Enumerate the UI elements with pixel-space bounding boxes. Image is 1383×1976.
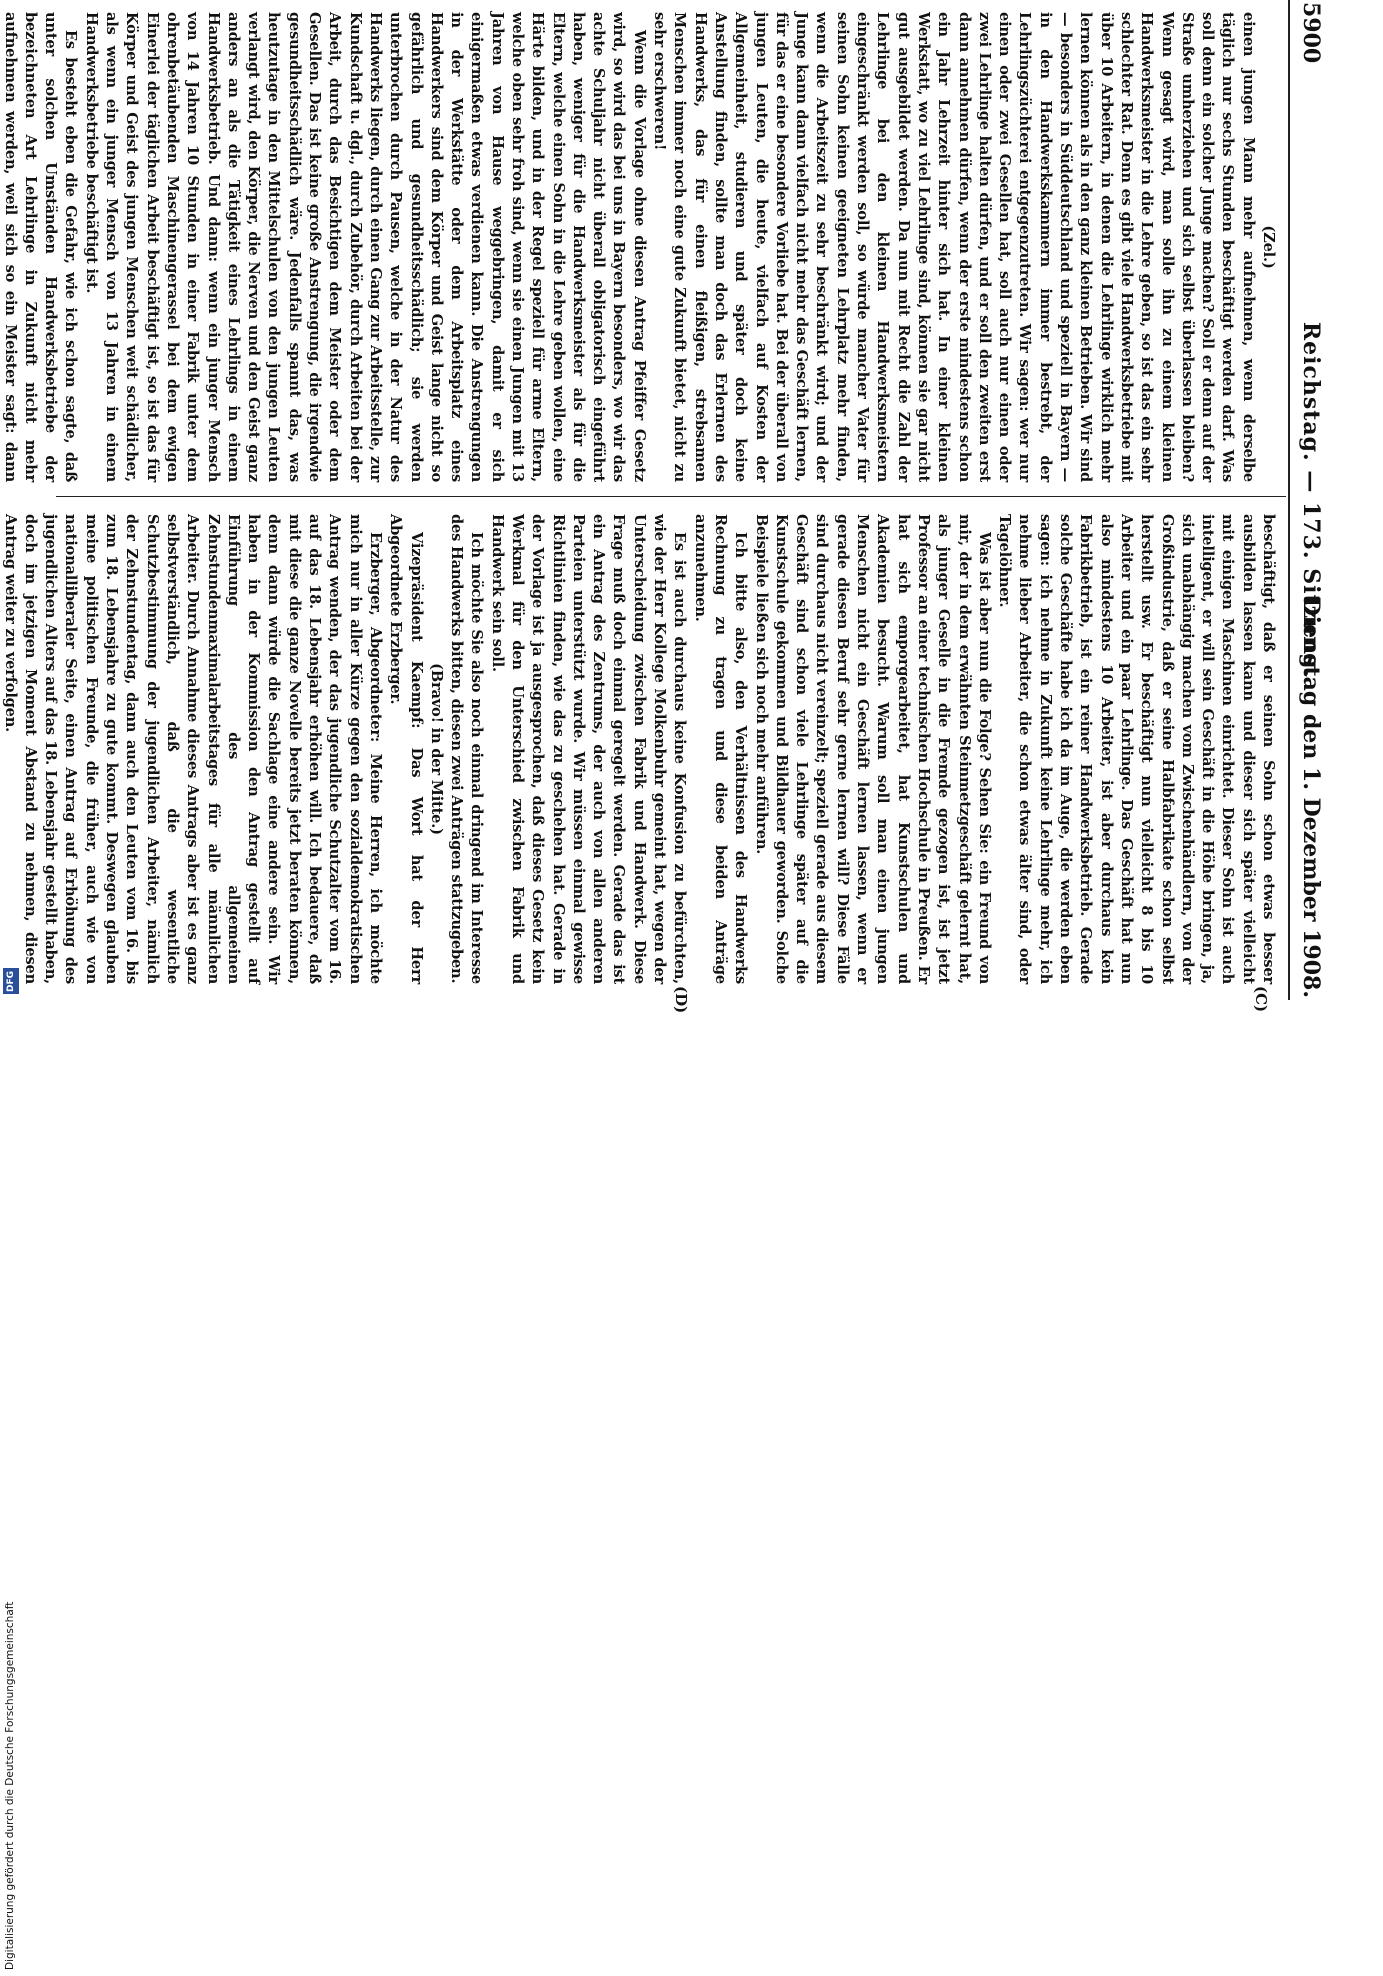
margin-letter-c: (C) [1252, 986, 1270, 1013]
margin-letter-d: (D) [672, 986, 690, 1014]
paragraph: Es besteht eben die Gefahr, wie ich schon sagte, daß unter solchen Umständen Handwerksbetriebe der bezeichneten Art Lehrlinge in Zukunft nicht mehr aufnehmen werden, weil sich so ein Meister sagt: dann [1, 12, 80, 482]
digitization-footer [0, 976, 18, 1976]
paragraph: Es ist auch durchaus keine Konfusion zu befürchten, wie der Herr Kollege Molkenbuhr gemeint hat, wegen der Unterscheidung zwischen Fabrik und Handwerk. Diese Frage muß doch einmal geregelt werden. Gerade das ist ein Antrag des Zentrums, der auch von allen anderen Parteien unterstützt wurde. Wir müssen einmal gewisse Richtlinien finden, wie das zu geschehen hat. Gerade in der Vorlage ist ja ausgesprochen, daß dieses Gesetz kein Werkmal für den Unterschied zwischen Fabrik und Handwerk sein soll. [488, 514, 689, 984]
paragraph: Ich möchte Sie also noch einmal dringend im Interesse des Handwerks bitten, diesen zwei Anträgen stattzugeben. [448, 514, 486, 984]
paragraph: Was ist aber nun die Folge? Sehen Sie: ein Freund von mir, der in dem erwähnten Steinmetzgeschäft gelernt hat, als junger Geselle in die Fremde gezogen ist, ist jetzt Professor an einer technischen Hochschule in Preußen. Er hat sich emporgearbeitet, hat Kunstschulen und Akademien besucht. Warum soll man einen jungen Menschen nicht ein Geschäft lernen lassen, wenn er gerade diesen Beruf sehr gerne lernen will? Diese Fälle sind durchaus nicht vereinzelt; speziell gerade aus diesem Geschäft sind schon viele Lehrlinge später auf die Kunstschule gekommen und Bildhauer geworden. Solche Beispiele ließen sich noch mehr anführen. [752, 514, 993, 984]
continuation-note: (Zel.) [1260, 225, 1277, 269]
digitization-note: Digitalisierung gefördert durch die Deutsche Forschungsgemeinschaft [4, 1601, 16, 1970]
paragraph: beschäftigt, daß er seinen Sohn schon etwas besser ausbilden lassen kann und dieser sich später vielleicht mit einigen Maschinen einrichtet. Dieser Sohn ist auch intelligent, er will sein Geschäft in die Höhe bringen, ja, sich unabhängig machen vom Zwischenhändlern, von der Großindustrie, daß er seine Halbfabrikate schon selbst herstellt usw. Er beschäftigt nun vielleicht 8 bis 10 Arbeiter und ein paar Lehrlinge. Das Geschäft hat nun also mindestens 10 Arbeiter, ist aber durchaus kein Fabrikbetrieb, ist ein reiner Handwerksbetrieb. Gerade solche Geschäfte habe ich da im Auge, die werden eben sagen: ich nehme in Zukunft keine Lehrlinge mehr, ich nehme lieber Arbeiter, die schon etwas älter sind, oder Tagelöhner. [996, 514, 1277, 984]
paragraph: Ich bitte also, den Verhältnissen des Handwerks Rechnung zu tragen und diese beiden Anträge anzunehmen. [691, 514, 750, 984]
applause-note: (Bravo! in der Mitte.) [427, 663, 445, 835]
paragraph: Wenn die Vorlage ohne diesen Antrag Pfeiffer Gesetz wird, so wird das bei uns in Bayern besonders, wo wir das achte Schuljahr nicht überall obligatorisch eingeführt haben, weniger für die Handwerksmeister als für die Eltern, welche einen Sohn in die Lehre geben wollen, eine Härte bilden, und in der Regel speziell für arme Eltern, welche oben sehr froh sind, wenn sie einen Jungen mit 13 Jahren von Hause weggebringen, damit er sich einigermaßen etwas verdienen kann. Die Anstrengungen in der Werkstätte oder dem Arbeitsplatz eines Handwerkers sind dem Körper und Geist lange nicht so gefährlich und gesundheitsschädlich; sie werden unterbrochen durch Pausen, welche in der Natur des Handwerks liegen, durch einen Gang zur Arbeitsstelle, zur Kundschaft u. dgl., durch Zubehör, durch Arbeiten bei der Arbeit, durch das Besichtigen dem Meister oder dem Gesellen. Das ist keine große Anstrengung, die irgendwie gesundheitsschädlich wäre. Jedenfalls spannt das, was heutzutage in den Mittelschulen von den jungen Leuten verlangt wird, den Körper, die Nerven und den Geist ganz anders an als die Tätigkeit eines Lehrlings in einem Handwerksbetrieb. Und dann: wenn ein junger Mensch von 14 Jahren 10 Stunden in einer Fabrik unter dem ohrenbetäubenden Maschinengerassel bei dem ewigen Einerlei der täglichen Arbeit beschäftigt ist, so ist das für Körper und Geist des jungen Menschen weit schädlicher, als wenn ein junger Mensch von 13 Jahren in einem Handwerksbetriebe beschäftigt ist. [82, 12, 648, 482]
speech-paragraph: Erzberger, Abgeordneter: Meine Herren, ich möchte mich nur in aller Kürze gegen den sozialdemokratischen Antrag wenden, der das jugendliche Schutzalter vom 16. auf das 18. Lebensjahr erhöhen will. Ich bedauere, daß mit diese die ganze Novelle bereits jetzt beraten können, denn dann würde die Sachlage eine andere sein. Wir haben in der Kommission den Antrag gestellt auf Einführung des allgemeinen Zehnstundenmaximalarbeitstages für alle männlichen Arbeiter. Durch Annahme dieses Antrags aber ist es ganz selbstverständlich, daß die wesentliche Schutzbestimmung der jugendlichen Arbeiter, nämlich der Zehnstundentag, dann auch den Leuten vom 16. bis zum 18. Lebensjahre zu gute kommt. Deswegen glauben meine politischen Freunde, die früher, auch wie von nationalliberaler Seite, einen Antrag auf Erhöhung des jugendlichen Alters auf das 18. Lebensjahr gestellt haben, doch im jetzigen Moment Abstand zu nehmen, diesen Antrag weiter zu verfolgen. [1, 514, 384, 984]
running-title: Reichstag. — 173. Sitzung. [1298, 321, 1324, 679]
left-column [1, 12, 1278, 482]
page-number: 5900 [1298, 2, 1324, 64]
session-date: Dienstag den 1. Dezember 1908. [1298, 596, 1324, 998]
dfg-logo [3, 968, 19, 994]
dfg-logo-text: DFG [6, 970, 16, 992]
header-rule [1288, 0, 1290, 1000]
president-statement: Vizepräsident Kaempf: Das Wort hat der Herr Abgeordnete Erzberger. [387, 514, 425, 984]
paragraph: einen jungen Mann mehr aufnehmen, wenn derselbe täglich nur sechs Stunden beschäftigt werden darf. Was soll denn ein solcher Junge machen? Soll er denn auf der Straße umherziehen und sich selbst überlassen bleiben? Wenn gesagt wird, man solle ihn zu einem kleinen Handwerksmeister in die Lehre geben, so ist das ein sehr schlechter Rat. Denn es gibt viele Handwerksbetriebe mit über 10 Arbeitern, in denen die Lehrlinge wirklich mehr lernen können als in den ganz kleinen Betrieben. Wir sind — besonders in Süddeutschland und speziell in Bayern — in den Handwerkskammern immer bestrebt, der Lehrlingszüchterei entgegenzutreten. Wir sagen: wer nur einen oder zwei Gesellen hat, soll auch nur einen oder zwei Lehrlinge halten dürfen, und er soll den zweiten erst dann annehmen dürfen, wenn der erste mindestens schon ein Jahr Lehrzeit hinter sich hat. In einer kleinen Werkstatt, wo zu viel Lehrlinge sind, können sie gar nicht gut ausgebildet werden. Da nun mit Recht die Zahl der Lehrlinge bei den kleinen Handwerksmeistern eingeschränkt werden soll, so würde mancher Vater für seinen Sohn keinen geeigneten Lehrplatz mehr finden, wenn die Arbeitszeit zu sehr beschränkt wird; und der Junge kann dann vielfach nicht mehr das Geschäft lernen, für das er eine besondere Vorliebe hat. Bei der überall von jungen Leuten, die heute, vielfach auf Kosten der Allgemeinheit, studieren und später doch keine Anstellung finden, sollte man doch das Erlernen des Handwerks, das für einen fleißigen, strebsamen Menschen immer noch eine gute Zukunft bietet, nicht zu sehr erschweren! [651, 12, 1257, 482]
page-header [1284, 0, 1324, 1000]
column-rule [56, 496, 1286, 497]
